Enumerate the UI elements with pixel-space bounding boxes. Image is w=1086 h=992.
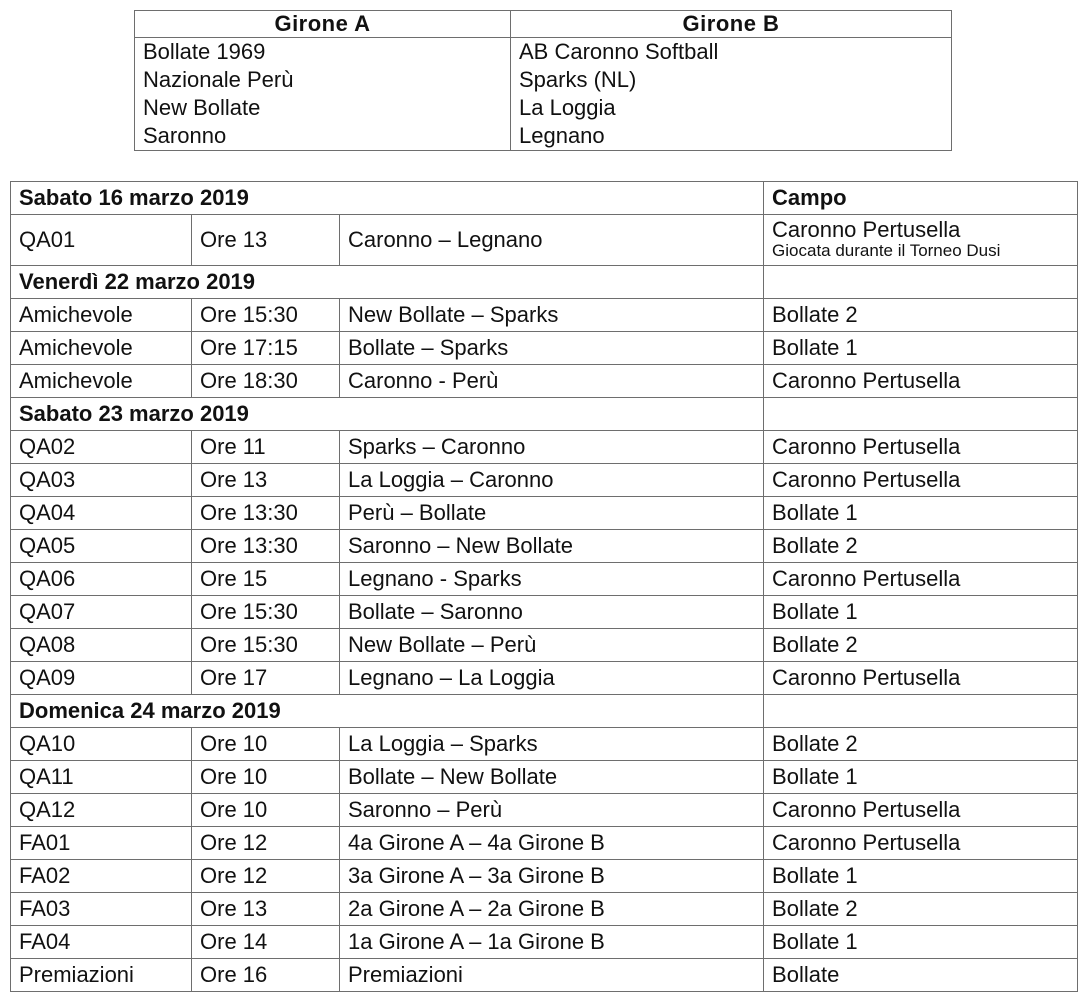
match-teams: Bollate – Saronno — [340, 596, 764, 629]
match-code: QA12 — [11, 794, 192, 827]
match-code: QA06 — [11, 563, 192, 596]
match-code: QA01 — [11, 215, 192, 266]
match-field — [764, 761, 1078, 794]
day-title: Domenica 24 marzo 2019 — [11, 695, 764, 728]
group-b-team: Legnano — [511, 122, 952, 151]
match-time: Ore 17 — [192, 662, 340, 695]
day-title: Sabato 16 marzo 2019 — [11, 182, 764, 215]
match-row — [11, 827, 1078, 860]
match-row — [11, 761, 1078, 794]
group-row — [135, 66, 952, 94]
field-name: Caronno Pertusella — [772, 797, 961, 822]
match-field — [764, 596, 1078, 629]
match-code: QA10 — [11, 728, 192, 761]
match-teams: New Bollate – Perù — [340, 629, 764, 662]
field-name: Caronno Pertusella — [772, 434, 961, 459]
match-field — [764, 893, 1078, 926]
match-teams: 2a Girone A – 2a Girone B — [340, 893, 764, 926]
match-row — [11, 629, 1078, 662]
match-teams: La Loggia – Caronno — [340, 464, 764, 497]
group-a-team: Bollate 1969 — [135, 38, 511, 67]
match-time: Ore 16 — [192, 959, 340, 992]
match-time: Ore 13 — [192, 893, 340, 926]
match-teams: Legnano - Sparks — [340, 563, 764, 596]
field-name: Bollate 1 — [772, 500, 858, 525]
match-field — [764, 794, 1078, 827]
match-code: Amichevole — [11, 365, 192, 398]
match-row — [11, 893, 1078, 926]
group-a-header: Girone A — [135, 11, 511, 38]
match-teams: Legnano – La Loggia — [340, 662, 764, 695]
group-b-team: Sparks (NL) — [511, 66, 952, 94]
match-time: Ore 14 — [192, 926, 340, 959]
match-field — [764, 299, 1078, 332]
match-code: FA04 — [11, 926, 192, 959]
day-title: Sabato 23 marzo 2019 — [11, 398, 764, 431]
match-code: QA02 — [11, 431, 192, 464]
field-name: Caronno Pertusella — [772, 665, 961, 690]
group-row — [135, 94, 952, 122]
match-field — [764, 464, 1078, 497]
match-code: QA05 — [11, 530, 192, 563]
match-field — [764, 215, 1078, 266]
match-field — [764, 497, 1078, 530]
match-field — [764, 959, 1078, 992]
match-code: QA07 — [11, 596, 192, 629]
group-b-header: Girone B — [511, 11, 952, 38]
match-time: Ore 10 — [192, 794, 340, 827]
match-teams: 1a Girone A – 1a Girone B — [340, 926, 764, 959]
match-row — [11, 497, 1078, 530]
match-teams: La Loggia – Sparks — [340, 728, 764, 761]
field-name: Bollate 1 — [772, 599, 858, 624]
match-field — [764, 860, 1078, 893]
match-time: Ore 15 — [192, 563, 340, 596]
field-name: Bollate 2 — [772, 896, 858, 921]
match-teams: Perù – Bollate — [340, 497, 764, 530]
match-teams: 3a Girone A – 3a Girone B — [340, 860, 764, 893]
match-time: Ore 12 — [192, 827, 340, 860]
match-code: FA01 — [11, 827, 192, 860]
match-time: Ore 12 — [192, 860, 340, 893]
field-name: Bollate 2 — [772, 731, 858, 756]
group-b-team: AB Caronno Softball — [511, 38, 952, 67]
day-header-row — [11, 695, 1078, 728]
field-name: Bollate 2 — [772, 302, 858, 327]
match-time: Ore 13:30 — [192, 497, 340, 530]
match-teams: Caronno – Legnano — [340, 215, 764, 266]
day-header-row — [11, 182, 1078, 215]
match-time: Ore 13 — [192, 464, 340, 497]
field-name: Bollate — [772, 962, 840, 987]
field-name: Bollate 1 — [772, 929, 858, 954]
match-code: Amichevole — [11, 299, 192, 332]
field-name: Caronno Pertusella — [772, 467, 961, 492]
match-time: Ore 18:30 — [192, 365, 340, 398]
field-name: Bollate 2 — [772, 632, 858, 657]
field-name: Caronno Pertusella — [772, 368, 961, 393]
group-a-team: Nazionale Perù — [135, 66, 511, 94]
match-field — [764, 431, 1078, 464]
field-note: Giocata durante il Torneo Dusi — [772, 241, 1001, 260]
match-time: Ore 10 — [192, 728, 340, 761]
match-row — [11, 662, 1078, 695]
field-name: Bollate 1 — [772, 863, 858, 888]
match-field — [764, 563, 1078, 596]
field-name: Bollate 2 — [772, 533, 858, 558]
match-row — [11, 332, 1078, 365]
match-row — [11, 215, 1078, 266]
match-code: Premiazioni — [11, 959, 192, 992]
day-header-row — [11, 266, 1078, 299]
match-teams: Bollate – New Bollate — [340, 761, 764, 794]
field-name: Bollate 1 — [772, 335, 858, 360]
campo-header-empty — [764, 695, 1078, 728]
match-field — [764, 530, 1078, 563]
campo-header-empty — [764, 266, 1078, 299]
match-field — [764, 728, 1078, 761]
match-row — [11, 596, 1078, 629]
match-row — [11, 728, 1078, 761]
match-teams: Bollate – Sparks — [340, 332, 764, 365]
match-code: FA02 — [11, 860, 192, 893]
match-code: FA03 — [11, 893, 192, 926]
match-row — [11, 530, 1078, 563]
group-row — [135, 38, 952, 67]
match-code: Amichevole — [11, 332, 192, 365]
field-name: Caronno Pertusella — [772, 830, 961, 855]
campo-header: Campo — [764, 182, 1078, 215]
schedule-table — [10, 181, 1078, 992]
match-row — [11, 464, 1078, 497]
match-field — [764, 629, 1078, 662]
match-teams: 4a Girone A – 4a Girone B — [340, 827, 764, 860]
match-teams: Sparks – Caronno — [340, 431, 764, 464]
match-field — [764, 662, 1078, 695]
match-field — [764, 365, 1078, 398]
match-teams: New Bollate – Sparks — [340, 299, 764, 332]
match-teams: Caronno - Perù — [340, 365, 764, 398]
match-row — [11, 563, 1078, 596]
match-row — [11, 299, 1078, 332]
match-row — [11, 431, 1078, 464]
field-name: Caronno Pertusella — [772, 217, 961, 242]
match-field — [764, 926, 1078, 959]
match-code: QA09 — [11, 662, 192, 695]
day-header-row — [11, 398, 1078, 431]
match-field — [764, 332, 1078, 365]
match-time: Ore 17:15 — [192, 332, 340, 365]
match-teams: Saronno – New Bollate — [340, 530, 764, 563]
groups-header-row — [135, 11, 952, 38]
match-teams: Saronno – Perù — [340, 794, 764, 827]
match-time: Ore 15:30 — [192, 299, 340, 332]
match-time: Ore 13 — [192, 215, 340, 266]
match-time: Ore 15:30 — [192, 596, 340, 629]
field-name: Caronno Pertusella — [772, 566, 961, 591]
match-row — [11, 959, 1078, 992]
match-code: QA08 — [11, 629, 192, 662]
match-row — [11, 794, 1078, 827]
group-row — [135, 122, 952, 151]
campo-header-empty — [764, 398, 1078, 431]
match-field — [764, 827, 1078, 860]
match-time: Ore 11 — [192, 431, 340, 464]
match-code: QA03 — [11, 464, 192, 497]
match-teams: Premiazioni — [340, 959, 764, 992]
groups-table — [134, 10, 952, 151]
match-row — [11, 926, 1078, 959]
match-code: QA11 — [11, 761, 192, 794]
match-time: Ore 10 — [192, 761, 340, 794]
group-a-team: New Bollate — [135, 94, 511, 122]
match-row — [11, 860, 1078, 893]
group-a-team: Saronno — [135, 122, 511, 151]
match-time: Ore 15:30 — [192, 629, 340, 662]
match-row — [11, 365, 1078, 398]
match-time: Ore 13:30 — [192, 530, 340, 563]
day-title: Venerdì 22 marzo 2019 — [11, 266, 764, 299]
match-code: QA04 — [11, 497, 192, 530]
field-name: Bollate 1 — [772, 764, 858, 789]
group-b-team: La Loggia — [511, 94, 952, 122]
